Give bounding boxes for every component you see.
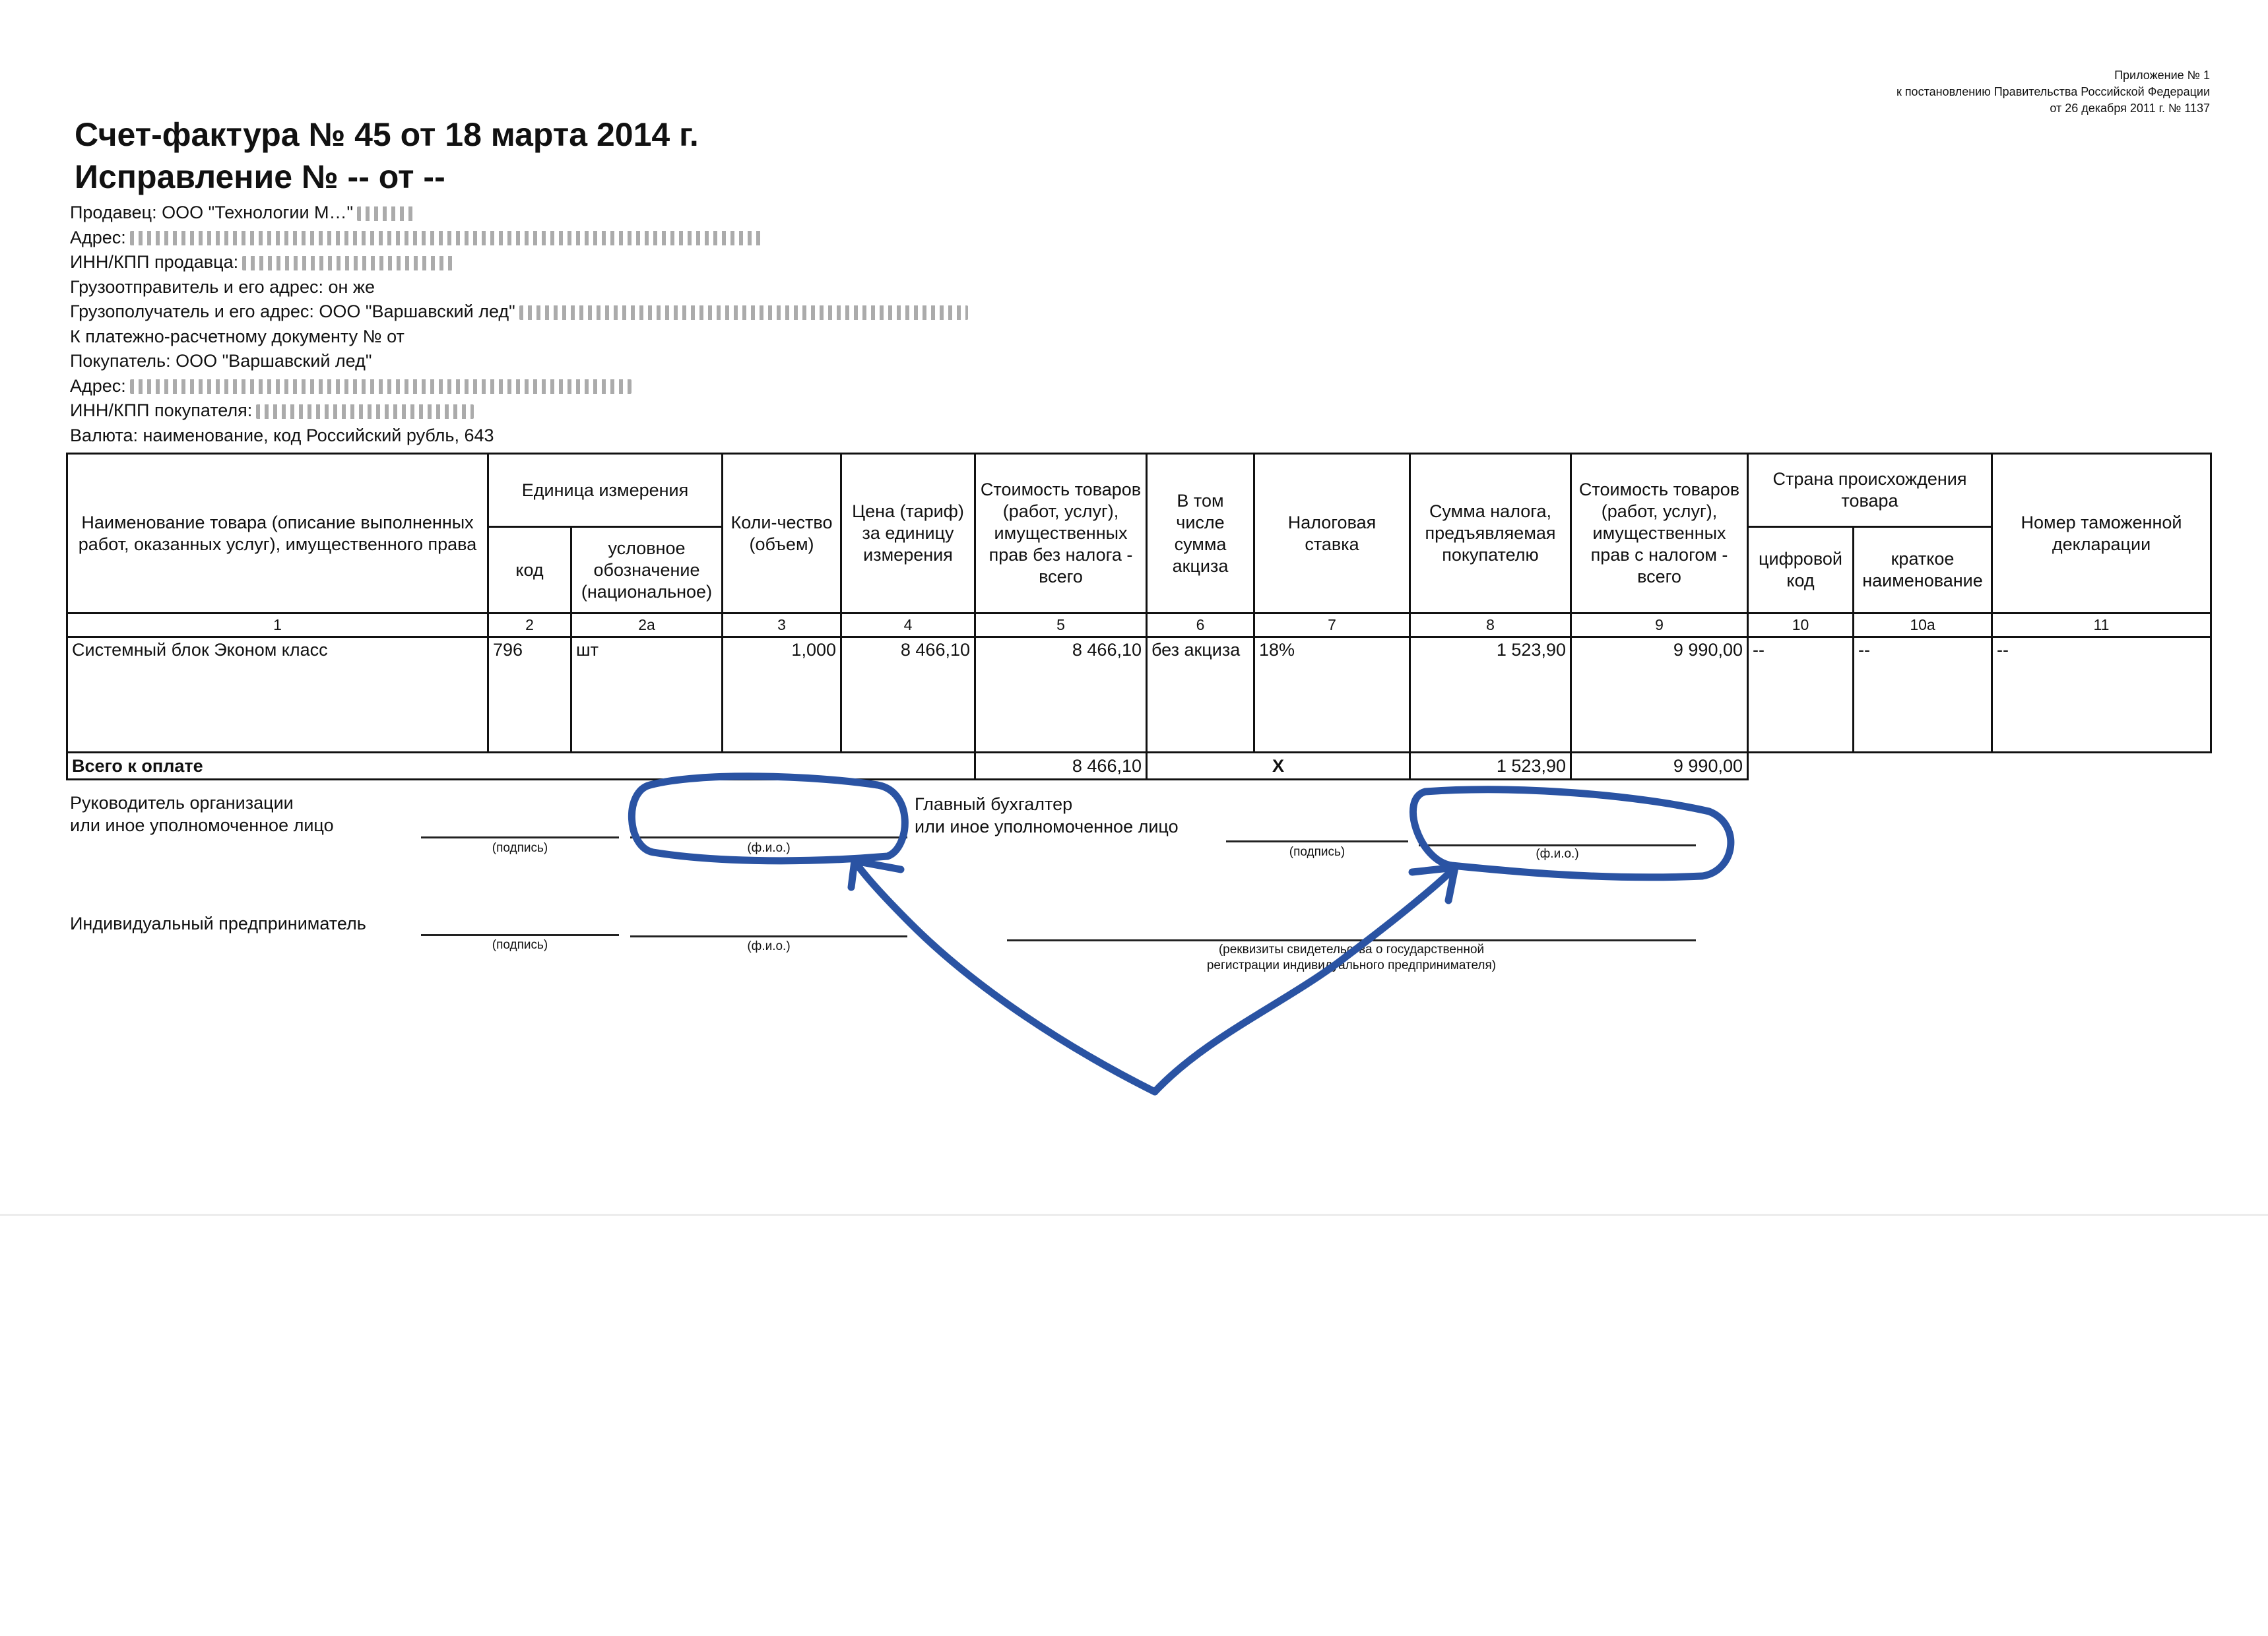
total-tax-sum: 1 523,90	[1410, 753, 1571, 780]
col-number: 9	[1571, 614, 1748, 637]
header-customs: Номер таможенной декларации	[1992, 454, 2211, 614]
cell-unit-code: 796	[488, 637, 571, 753]
col-number: 2	[488, 614, 571, 637]
total-x-mark: X	[1147, 753, 1410, 780]
header-cost-with-tax: Стоимость товаров (работ, услуг), имущественных прав с налогом - всего	[1571, 454, 1748, 614]
cell-qty: 1,000	[723, 637, 841, 753]
entrepreneur-signature-caption: (подпись)	[492, 938, 548, 952]
arrow-line-left	[855, 861, 1155, 1092]
cell-cost-no-tax: 8 466,10	[975, 637, 1147, 753]
head-signature-caption: (подпись)	[492, 841, 548, 855]
cell-excise: без акциза	[1147, 637, 1254, 753]
header-unit: Единица измерения	[488, 454, 723, 527]
col-number: 7	[1254, 614, 1410, 637]
header-tax-rate: Налоговая ставка	[1254, 454, 1410, 614]
entrepreneur-label: Индивидуальный предприниматель	[70, 914, 366, 933]
highlight-circle-right	[1413, 790, 1730, 877]
header-country: Страна происхождения товара	[1748, 454, 1992, 527]
correction-title: Исправление № -- от --	[75, 158, 445, 195]
cell-cost-with-tax: 9 990,00	[1571, 637, 1748, 753]
approval-line-1: Приложение № 1	[2114, 69, 2210, 82]
arrow-line-right	[1155, 867, 1455, 1092]
col-number: 8	[1410, 614, 1571, 637]
header-unit-code: код	[488, 527, 571, 614]
accountant-signature-caption: (подпись)	[1289, 845, 1345, 859]
header-price: Цена (тариф) за единицу измерения	[841, 454, 975, 614]
col-number: 1	[67, 614, 488, 637]
cell-country-code: --	[1748, 637, 1854, 753]
approval-line-2: к постановлению Правительства Российской Федерации	[1896, 85, 2210, 98]
accountant-fio-caption: (ф.и.о.)	[1536, 847, 1579, 861]
accountant-label: Главный бухгалтер или иное уполномоченное лицо	[915, 794, 1179, 836]
col-number: 11	[1992, 614, 2211, 637]
head-fio-caption: (ф.и.о.)	[747, 841, 791, 855]
cell-unit-symbol: шт	[571, 637, 723, 753]
registry-caption: (реквизиты свидетельства о государственной регистрации индивидуального предпринимателя)	[1206, 943, 1497, 972]
header-unit-symbol: условное обозначение (национальное)	[571, 527, 723, 614]
field-consignee: Грузополучатель и его адрес: ООО "Варшавский лед"	[70, 299, 968, 325]
col-number: 2а	[571, 614, 723, 637]
highlight-circle-left	[632, 776, 905, 861]
entrepreneur-fio-caption: (ф.и.о.)	[747, 939, 791, 953]
col-number: 4	[841, 614, 975, 637]
col-number: 3	[723, 614, 841, 637]
field-buyer-address: Адрес:	[70, 374, 968, 399]
cell-country-name: --	[1854, 637, 1992, 753]
field-buyer-inn: ИНН/КПП покупателя:	[70, 398, 968, 424]
col-number: 10а	[1854, 614, 1992, 637]
total-label: Всего к оплате	[67, 753, 975, 780]
field-payment-doc: К платежно-расчетному документу № от	[70, 326, 405, 346]
field-seller-inn: ИНН/КПП продавца:	[70, 250, 968, 275]
cell-tax-rate: 18%	[1254, 637, 1410, 753]
header-qty: Коли-чество (объем)	[723, 454, 841, 614]
header-country-name: краткое наименование	[1854, 527, 1992, 614]
field-buyer: Покупатель: ООО "Варшавский лед"	[70, 351, 372, 371]
field-seller: Продавец: ООО "Технологии М…"	[70, 201, 968, 226]
approval-line-3: от 26 декабря 2011 г. № 1137	[2050, 102, 2210, 115]
header-name: Наименование товара (описание выполненных работ, оказанных услуг), имущественного права	[67, 454, 488, 614]
cell-tax-sum: 1 523,90	[1410, 637, 1571, 753]
head-signatory-label: Руководитель организации или иное уполномоченное лицо	[70, 793, 334, 835]
col-number: 5	[975, 614, 1147, 637]
cell-price: 8 466,10	[841, 637, 975, 753]
col-number: 10	[1748, 614, 1854, 637]
header-cost-no-tax: Стоимость товаров (работ, услуг), имущественных прав без налога - всего	[975, 454, 1147, 614]
cell-item-name: Системный блок Эконом класс	[67, 637, 488, 753]
field-seller-address: Адрес:	[70, 226, 968, 251]
field-currency: Валюта: наименование, код Российский рубль, 643	[70, 425, 494, 445]
field-shipper: Грузоотправитель и его адрес: он же	[70, 276, 375, 297]
invoice-title: Счет-фактура № 45 от 18 марта 2014 г.	[75, 116, 699, 153]
header-excise: В том числе сумма акциза	[1147, 454, 1254, 614]
cell-customs: --	[1992, 637, 2211, 753]
col-number: 6	[1147, 614, 1254, 637]
header-tax-sum: Сумма налога, предъявляемая покупателю	[1410, 454, 1571, 614]
header-country-code: цифровой код	[1748, 527, 1854, 614]
total-cost-no-tax: 8 466,10	[975, 753, 1147, 780]
total-cost-with-tax: 9 990,00	[1571, 753, 1748, 780]
